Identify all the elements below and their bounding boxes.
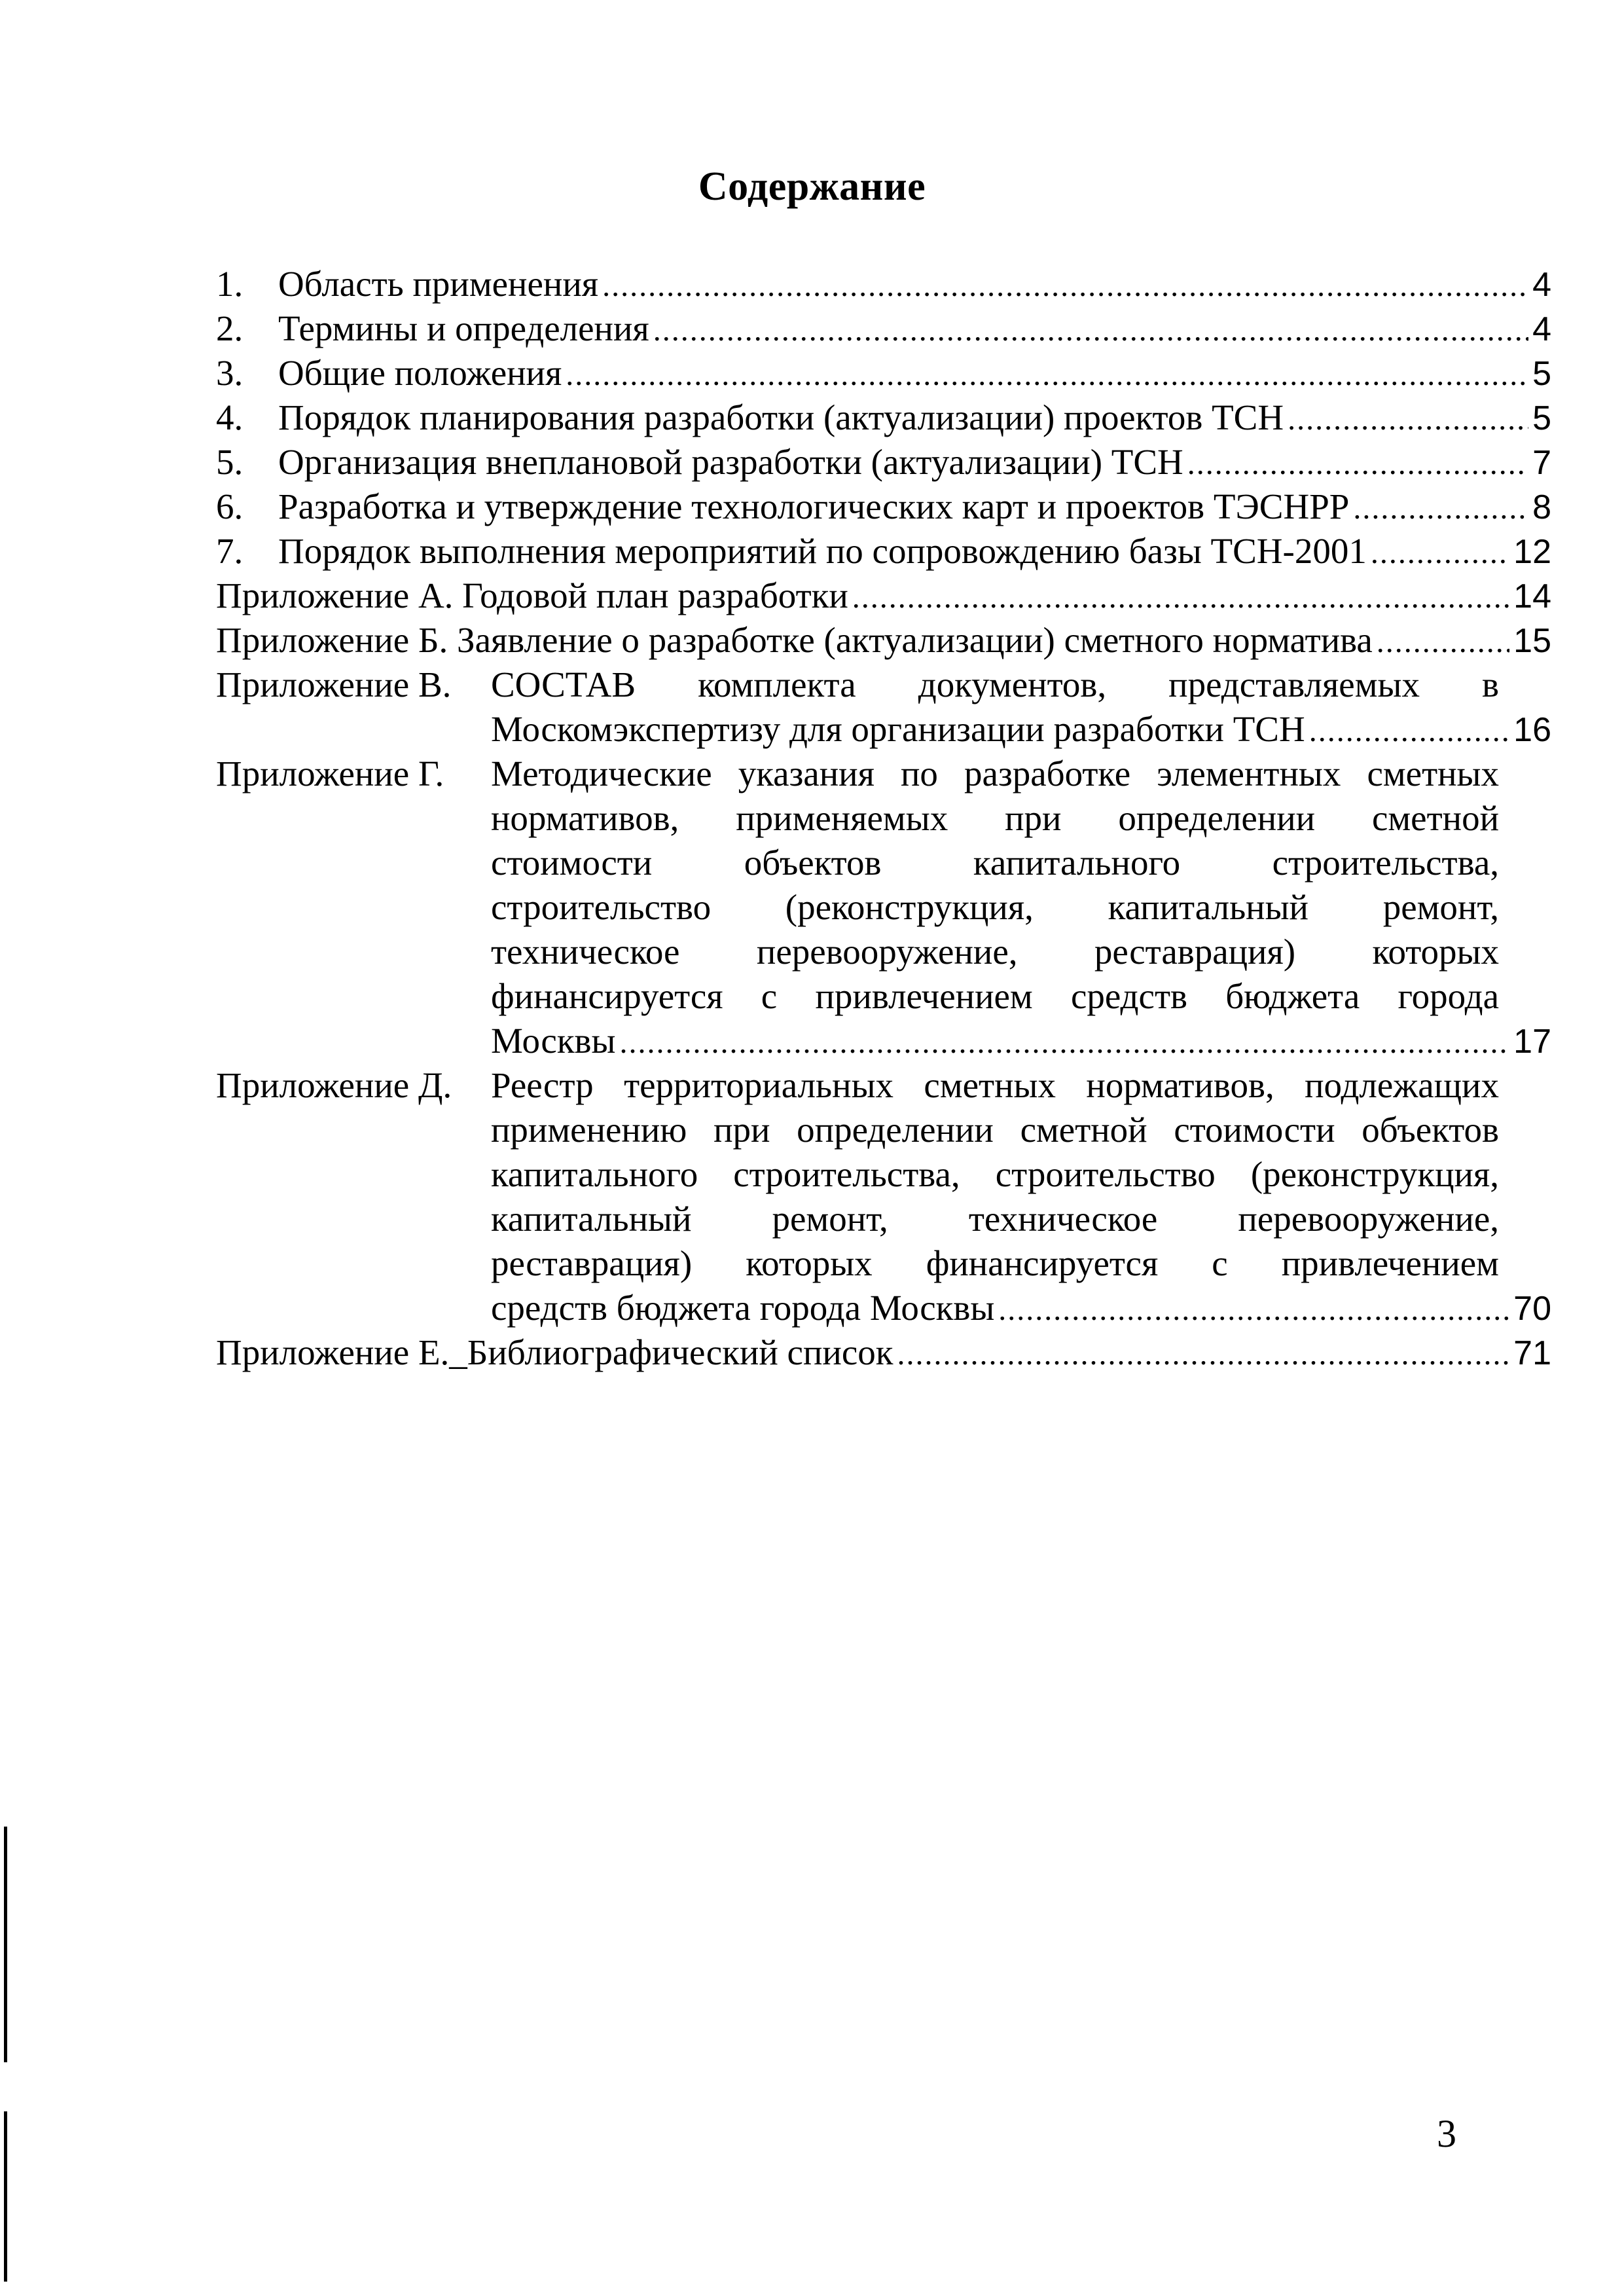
scan-edge-mark xyxy=(4,2111,7,2282)
appendix-title-line: капитальный ремонт, техническое перевооружение, xyxy=(491,1199,1499,1239)
dot-leader xyxy=(998,1288,1509,1332)
appendix-title-line: средств бюджета города Москвы xyxy=(491,1288,995,1328)
toc-entry-page: 7 xyxy=(1532,444,1551,482)
toc-entry-title: Общие положения xyxy=(278,353,562,393)
dot-leader xyxy=(1309,709,1509,754)
appendix-title-line: Москвы xyxy=(491,1021,616,1061)
dot-leader xyxy=(653,308,1528,353)
dot-leader xyxy=(1288,397,1528,442)
appendix-title-line: стоимости объектов капитального строительства, xyxy=(491,843,1499,883)
dot-leader xyxy=(1353,486,1528,531)
toc-entry-page: 70 xyxy=(1513,1290,1551,1328)
toc-entry-title: Порядок выполнения мероприятий по сопровождению базы ТСН-2001 xyxy=(278,531,1367,571)
toc-entry-page: 5 xyxy=(1532,399,1551,437)
toc-entry-number: 6. xyxy=(216,486,244,526)
toc-appendix-b[interactable] xyxy=(216,618,1551,663)
dot-leader xyxy=(566,353,1528,397)
toc-entry-number: 1. xyxy=(216,264,244,304)
toc-entry-page: 8 xyxy=(1532,488,1551,526)
toc-entry-page: 4 xyxy=(1532,266,1551,304)
toc-entry-1[interactable] xyxy=(216,262,1551,306)
scan-edge-mark xyxy=(4,1827,7,2062)
toc-entry-title: Приложение Е._Библиографический список xyxy=(216,1332,893,1372)
toc-entry-page: 14 xyxy=(1513,577,1551,615)
toc-entry-title: Организация внеплановой разработки (актуализации) ТСН xyxy=(278,442,1183,482)
toc-entry-5[interactable] xyxy=(216,440,1551,484)
toc-entry-title: Область применения xyxy=(278,264,599,304)
toc-entry-number: 5. xyxy=(216,442,244,482)
appendix-title-line: техническое перевооружение, реставрация) которых xyxy=(491,932,1499,972)
dot-leader xyxy=(1371,531,1509,575)
toc-entry-title: Приложение А. Годовой план разработки xyxy=(216,575,848,615)
appendix-title-line: Методические указания по разработке элементных сметных xyxy=(491,754,1499,793)
appendix-title-line: нормативов, применяемых при определении сметной xyxy=(491,798,1499,838)
appendix-prefix: Приложение Д. xyxy=(216,1065,452,1105)
appendix-title-line: СОСТАВ комплекта документов, представляемых в xyxy=(491,665,1499,704)
toc-entry-3[interactable] xyxy=(216,351,1551,395)
appendix-title-line: строительство (реконструкция, капитальный ремонт, xyxy=(491,887,1499,927)
toc-entry-page: 15 xyxy=(1513,622,1551,660)
toc-entry-title: Приложение Б. Заявление о разработке (актуализации) сметного норматива xyxy=(216,620,1373,660)
dot-leader xyxy=(897,1332,1509,1377)
toc-entry-page: 12 xyxy=(1513,533,1551,571)
appendix-prefix: Приложение Г. xyxy=(216,754,444,793)
toc-entry-page: 71 xyxy=(1513,1334,1551,1372)
toc-entry-title: Порядок планирования разработки (актуализации) проектов ТСН xyxy=(278,397,1284,437)
toc-entry-2[interactable] xyxy=(216,306,1551,351)
appendix-title-line: Реестр территориальных сметных нормативов, подлежащих xyxy=(491,1065,1499,1105)
dot-leader xyxy=(1187,442,1528,486)
appendix-title-line: капитального строительства, строительство (реконструкция, xyxy=(491,1154,1499,1194)
toc-entry-number: 2. xyxy=(216,308,244,348)
toc-entry-number: 3. xyxy=(216,353,244,393)
toc-entry-7[interactable] xyxy=(216,529,1551,574)
toc-appendix-e[interactable] xyxy=(216,1330,1551,1375)
toc-entry-page: 4 xyxy=(1532,310,1551,348)
appendix-title-line: Москомэкспертизу для организации разработки ТСН xyxy=(491,709,1305,749)
toc-appendix-v[interactable] xyxy=(216,663,1551,752)
toc-entry-4[interactable] xyxy=(216,395,1551,440)
dot-leader xyxy=(852,575,1509,620)
toc-appendix-a[interactable] xyxy=(216,574,1551,618)
appendix-title-line: применению при определении сметной стоимости объектов xyxy=(491,1110,1499,1150)
toc-entry-6[interactable] xyxy=(216,484,1551,529)
dot-leader xyxy=(1377,620,1509,665)
page-title: Содержание xyxy=(698,164,926,209)
toc-entry-title: Термины и определения xyxy=(278,308,649,348)
toc-appendix-d[interactable] xyxy=(216,1063,1551,1330)
dot-leader xyxy=(602,264,1528,308)
table-of-contents xyxy=(216,262,1551,1375)
dot-leader xyxy=(619,1021,1509,1065)
appendix-title-line: финансируется с привлечением средств бюджета города xyxy=(491,976,1499,1016)
toc-entry-title: Разработка и утверждение технологических карт и проектов ТЭСНРР xyxy=(278,486,1350,526)
toc-entry-page: 16 xyxy=(1513,711,1551,749)
toc-entry-number: 4. xyxy=(216,397,244,437)
appendix-title-line: реставрация) которых финансируется с привлечением xyxy=(491,1243,1499,1283)
page-number: 3 xyxy=(1437,2112,1456,2155)
toc-entry-page: 17 xyxy=(1513,1023,1551,1061)
toc-entry-page: 5 xyxy=(1532,355,1551,393)
toc-entry-number: 7. xyxy=(216,531,244,571)
appendix-prefix: Приложение В. xyxy=(216,665,452,704)
toc-appendix-g[interactable] xyxy=(216,752,1551,1063)
